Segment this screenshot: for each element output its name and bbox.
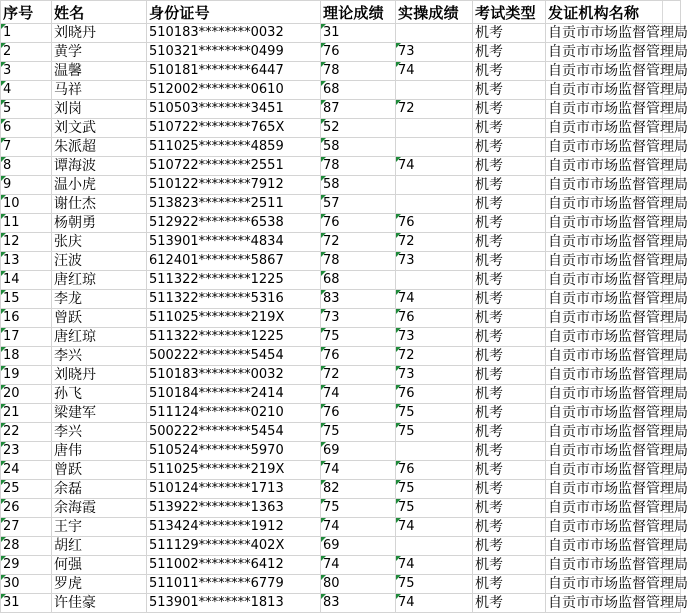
cell-id[interactable]: 513922********1363 xyxy=(147,499,321,518)
cell-theory[interactable]: 82 xyxy=(321,480,396,499)
table-row[interactable] xyxy=(1,195,681,214)
cell-org[interactable]: 自贡市市场监督管理局 xyxy=(546,556,681,575)
header-theory[interactable]: 理论成绩 xyxy=(321,1,396,24)
cell-id[interactable]: 511025********4859 xyxy=(147,138,321,157)
cell-exam-type[interactable]: 机考 xyxy=(473,575,546,594)
cell-practice[interactable]: 72 xyxy=(396,100,473,119)
cell-no[interactable]: 29 xyxy=(1,556,52,575)
cell-org[interactable]: 自贡市市场监督管理局 xyxy=(546,138,681,157)
cell-id[interactable]: 510503********3451 xyxy=(147,100,321,119)
table-row[interactable] xyxy=(1,366,681,385)
cell-exam-type[interactable]: 机考 xyxy=(473,594,546,613)
cell-org[interactable]: 自贡市市场监督管理局 xyxy=(546,290,681,309)
cell-exam-type[interactable]: 机考 xyxy=(473,43,546,62)
cell-id[interactable]: 513424********1912 xyxy=(147,518,321,537)
cell-exam-type[interactable]: 机考 xyxy=(473,100,546,119)
cell-practice[interactable]: 73 xyxy=(396,252,473,271)
cell-theory[interactable]: 57 xyxy=(321,195,396,214)
cell-name[interactable]: 曾跃 xyxy=(52,309,147,328)
header-no[interactable]: 序号 xyxy=(1,1,52,24)
cell-id[interactable]: 511124********0210 xyxy=(147,404,321,423)
cell-org[interactable]: 自贡市市场监督管理局 xyxy=(546,252,681,271)
cell-theory[interactable]: 58 xyxy=(321,138,396,157)
cell-org[interactable]: 自贡市市场监督管理局 xyxy=(546,119,681,138)
table-body xyxy=(1,24,688,613)
cell-id[interactable]: 510181********6447 xyxy=(147,62,321,81)
cell-org[interactable]: 自贡市市场监督管理局 xyxy=(546,347,681,366)
cell-exam-type[interactable]: 机考 xyxy=(473,366,546,385)
cell-exam-type[interactable]: 机考 xyxy=(473,81,546,100)
cell-theory[interactable]: 75 xyxy=(321,499,396,518)
cell-practice[interactable] xyxy=(396,119,473,138)
cell-practice[interactable]: 75 xyxy=(396,404,473,423)
cell-exam-type[interactable]: 机考 xyxy=(473,347,546,366)
table-row[interactable] xyxy=(1,309,681,328)
cell-no[interactable]: 7 xyxy=(1,138,52,157)
cell-exam-type[interactable]: 机考 xyxy=(473,252,546,271)
cell-org[interactable]: 自贡市市场监督管理局 xyxy=(546,518,681,537)
cell-name[interactable]: 马祥 xyxy=(52,81,147,100)
cell-org[interactable]: 自贡市市场监督管理局 xyxy=(546,461,681,480)
cell-id[interactable]: 510183********0032 xyxy=(147,366,321,385)
cell-name[interactable]: 黄学 xyxy=(52,43,147,62)
cell-no[interactable]: 19 xyxy=(1,366,52,385)
cell-theory[interactable]: 75 xyxy=(321,328,396,347)
cell-org[interactable]: 自贡市市场监督管理局 xyxy=(546,385,681,404)
cell-theory[interactable]: 74 xyxy=(321,556,396,575)
cell-theory[interactable]: 68 xyxy=(321,271,396,290)
cell-practice[interactable] xyxy=(396,442,473,461)
cell-no[interactable]: 18 xyxy=(1,347,52,366)
cell-id[interactable]: 510184********2414 xyxy=(147,385,321,404)
cell-org[interactable]: 自贡市市场监督管理局 xyxy=(546,100,681,119)
cell-exam-type[interactable]: 机考 xyxy=(473,423,546,442)
table-row[interactable] xyxy=(1,385,681,404)
cell-name[interactable]: 胡红 xyxy=(52,537,147,556)
cell-name[interactable]: 余磊 xyxy=(52,480,147,499)
cell-theory[interactable]: 72 xyxy=(321,366,396,385)
cell-name[interactable]: 李龙 xyxy=(52,290,147,309)
cell-practice[interactable]: 74 xyxy=(396,157,473,176)
table-row[interactable] xyxy=(1,233,681,252)
cell-name[interactable]: 李兴 xyxy=(52,347,147,366)
cell-name[interactable]: 许佳豪 xyxy=(52,594,147,613)
cell-id[interactable]: 511025********219X xyxy=(147,461,321,480)
cell-exam-type[interactable]: 机考 xyxy=(473,480,546,499)
cell-id[interactable]: 612401********5867 xyxy=(147,252,321,271)
cell-name[interactable]: 唐红琼 xyxy=(52,328,147,347)
header-id[interactable]: 身份证号 xyxy=(147,1,321,24)
cell-exam-type[interactable]: 机考 xyxy=(473,499,546,518)
cell-no[interactable]: 28 xyxy=(1,537,52,556)
cell-no[interactable]: 26 xyxy=(1,499,52,518)
cell-theory[interactable]: 76 xyxy=(321,43,396,62)
cell-theory[interactable]: 74 xyxy=(321,461,396,480)
cell-id[interactable]: 510122********7912 xyxy=(147,176,321,195)
table-row[interactable] xyxy=(1,24,681,43)
cell-practice[interactable]: 75 xyxy=(396,480,473,499)
cell-org[interactable]: 自贡市市场监督管理局 xyxy=(546,442,681,461)
cell-id[interactable]: 513823********2511 xyxy=(147,195,321,214)
cell-no[interactable]: 14 xyxy=(1,271,52,290)
cell-id[interactable]: 500222********5454 xyxy=(147,347,321,366)
cell-exam-type[interactable]: 机考 xyxy=(473,556,546,575)
table-row[interactable] xyxy=(1,328,681,347)
cell-id[interactable]: 511322********1225 xyxy=(147,328,321,347)
table-row[interactable] xyxy=(1,594,681,613)
table-row[interactable] xyxy=(1,119,681,138)
cell-org[interactable]: 自贡市市场监督管理局 xyxy=(546,575,681,594)
cell-no[interactable]: 9 xyxy=(1,176,52,195)
table-row[interactable] xyxy=(1,157,681,176)
cell-name[interactable]: 温馨 xyxy=(52,62,147,81)
cell-id[interactable]: 511129********402X xyxy=(147,537,321,556)
cell-practice[interactable] xyxy=(396,537,473,556)
table-row[interactable] xyxy=(1,252,681,271)
table-row[interactable] xyxy=(1,176,681,195)
cell-exam-type[interactable]: 机考 xyxy=(473,176,546,195)
cell-exam-type[interactable]: 机考 xyxy=(473,119,546,138)
cell-practice[interactable]: 74 xyxy=(396,290,473,309)
cell-no[interactable]: 31 xyxy=(1,594,52,613)
cell-practice[interactable] xyxy=(396,24,473,43)
cell-exam-type[interactable]: 机考 xyxy=(473,290,546,309)
cell-no[interactable]: 10 xyxy=(1,195,52,214)
cell-practice[interactable]: 75 xyxy=(396,423,473,442)
table-row[interactable] xyxy=(1,214,681,233)
cell-no[interactable]: 25 xyxy=(1,480,52,499)
cell-exam-type[interactable]: 机考 xyxy=(473,309,546,328)
cell-no[interactable]: 6 xyxy=(1,119,52,138)
cell-name[interactable]: 谭海波 xyxy=(52,157,147,176)
cell-practice[interactable]: 76 xyxy=(396,214,473,233)
cell-no[interactable]: 13 xyxy=(1,252,52,271)
cell-no[interactable]: 30 xyxy=(1,575,52,594)
cell-exam-type[interactable]: 机考 xyxy=(473,518,546,537)
table-row[interactable] xyxy=(1,81,681,100)
cell-id[interactable]: 510124********1713 xyxy=(147,480,321,499)
cell-theory[interactable]: 78 xyxy=(321,157,396,176)
table-row[interactable] xyxy=(1,271,681,290)
cell-exam-type[interactable]: 机考 xyxy=(473,157,546,176)
table-row[interactable] xyxy=(1,499,681,518)
cell-exam-type[interactable]: 机考 xyxy=(473,442,546,461)
cell-theory[interactable]: 76 xyxy=(321,214,396,233)
cell-org[interactable]: 自贡市市场监督管理局 xyxy=(546,537,681,556)
cell-theory[interactable]: 83 xyxy=(321,290,396,309)
header-exam-type[interactable]: 考试类型 xyxy=(473,1,546,24)
cell-org[interactable]: 自贡市市场监督管理局 xyxy=(546,176,681,195)
cell-theory[interactable]: 69 xyxy=(321,442,396,461)
cell-id[interactable]: 513901********1813 xyxy=(147,594,321,613)
cell-theory[interactable]: 58 xyxy=(321,176,396,195)
cell-org[interactable]: 自贡市市场监督管理局 xyxy=(546,195,681,214)
cell-org[interactable]: 自贡市市场监督管理局 xyxy=(546,328,681,347)
cell-id[interactable]: 511011********6779 xyxy=(147,575,321,594)
table-row[interactable] xyxy=(1,442,681,461)
cell-name[interactable]: 唐伟 xyxy=(52,442,147,461)
cell-name[interactable]: 曾跃 xyxy=(52,461,147,480)
header-row xyxy=(1,1,681,24)
cell-theory[interactable]: 83 xyxy=(321,594,396,613)
cell-practice[interactable]: 73 xyxy=(396,43,473,62)
cell-practice[interactable] xyxy=(396,271,473,290)
cell-no[interactable]: 17 xyxy=(1,328,52,347)
cell-theory[interactable]: 78 xyxy=(321,62,396,81)
cell-practice[interactable]: 74 xyxy=(396,594,473,613)
cell-practice[interactable] xyxy=(396,176,473,195)
cell-no[interactable]: 11 xyxy=(1,214,52,233)
table-row[interactable] xyxy=(1,537,681,556)
cell-practice[interactable]: 76 xyxy=(396,461,473,480)
cell-theory[interactable]: 80 xyxy=(321,575,396,594)
cell-no[interactable]: 3 xyxy=(1,62,52,81)
cell-name[interactable]: 王宇 xyxy=(52,518,147,537)
cell-name[interactable]: 何强 xyxy=(52,556,147,575)
table-row[interactable] xyxy=(1,43,681,62)
cell-name[interactable]: 刘文武 xyxy=(52,119,147,138)
cell-id[interactable]: 511322********1225 xyxy=(147,271,321,290)
cell-exam-type[interactable]: 机考 xyxy=(473,461,546,480)
cell-practice[interactable] xyxy=(396,138,473,157)
cell-theory[interactable]: 76 xyxy=(321,404,396,423)
cell-id[interactable]: 500222********5454 xyxy=(147,423,321,442)
cell-practice[interactable] xyxy=(396,81,473,100)
cell-name[interactable]: 孙飞 xyxy=(52,385,147,404)
cell-exam-type[interactable]: 机考 xyxy=(473,62,546,81)
cell-id[interactable]: 513901********4834 xyxy=(147,233,321,252)
cell-exam-type[interactable]: 机考 xyxy=(473,328,546,347)
cell-name[interactable]: 余海霞 xyxy=(52,499,147,518)
table-row[interactable] xyxy=(1,423,681,442)
cell-no[interactable]: 1 xyxy=(1,24,52,43)
table-row[interactable] xyxy=(1,138,681,157)
cell-no[interactable]: 4 xyxy=(1,81,52,100)
cell-theory[interactable]: 52 xyxy=(321,119,396,138)
cell-org[interactable]: 自贡市市场监督管理局 xyxy=(546,214,681,233)
cell-no[interactable]: 8 xyxy=(1,157,52,176)
table-row[interactable] xyxy=(1,404,681,423)
table-row[interactable] xyxy=(1,347,681,366)
cell-id[interactable]: 510722********765X xyxy=(147,119,321,138)
table-row[interactable] xyxy=(1,556,681,575)
cell-practice[interactable] xyxy=(396,195,473,214)
cell-exam-type[interactable]: 机考 xyxy=(473,537,546,556)
cell-id[interactable]: 511025********219X xyxy=(147,309,321,328)
cell-org[interactable]: 自贡市市场监督管理局 xyxy=(546,24,681,43)
cell-practice[interactable]: 72 xyxy=(396,347,473,366)
cell-no[interactable]: 15 xyxy=(1,290,52,309)
cell-theory[interactable]: 69 xyxy=(321,537,396,556)
cell-name[interactable]: 谢仕杰 xyxy=(52,195,147,214)
header-practice[interactable]: 实操成绩 xyxy=(396,1,473,24)
cell-org[interactable]: 自贡市市场监督管理局 xyxy=(546,233,681,252)
table-row[interactable] xyxy=(1,62,681,81)
header-org[interactable]: 发证机构名称 xyxy=(546,1,681,24)
table-row[interactable] xyxy=(1,290,681,309)
cell-name[interactable]: 张庆 xyxy=(52,233,147,252)
cell-no[interactable]: 16 xyxy=(1,309,52,328)
cell-exam-type[interactable]: 机考 xyxy=(473,385,546,404)
table-row[interactable] xyxy=(1,461,681,480)
cell-org[interactable]: 自贡市市场监督管理局 xyxy=(546,309,681,328)
cell-name[interactable]: 刘岗 xyxy=(52,100,147,119)
cell-theory[interactable]: 31 xyxy=(321,24,396,43)
cell-org[interactable]: 自贡市市场监督管理局 xyxy=(546,404,681,423)
cell-name[interactable]: 朱派超 xyxy=(52,138,147,157)
cell-org[interactable]: 自贡市市场监督管理局 xyxy=(546,423,681,442)
cell-theory[interactable]: 74 xyxy=(321,385,396,404)
cell-no[interactable]: 20 xyxy=(1,385,52,404)
cell-org[interactable]: 自贡市市场监督管理局 xyxy=(546,157,681,176)
cell-id[interactable]: 511002********6412 xyxy=(147,556,321,575)
cell-org[interactable]: 自贡市市场监督管理局 xyxy=(546,81,681,100)
cell-no[interactable]: 22 xyxy=(1,423,52,442)
cell-practice[interactable]: 76 xyxy=(396,309,473,328)
cell-exam-type[interactable]: 机考 xyxy=(473,138,546,157)
cell-id[interactable]: 512002********0610 xyxy=(147,81,321,100)
cell-theory[interactable]: 68 xyxy=(321,81,396,100)
cell-org[interactable]: 自贡市市场监督管理局 xyxy=(546,594,681,613)
cell-exam-type[interactable]: 机考 xyxy=(473,24,546,43)
cell-practice[interactable]: 74 xyxy=(396,556,473,575)
cell-practice[interactable]: 74 xyxy=(396,518,473,537)
table-row[interactable] xyxy=(1,575,681,594)
cell-name[interactable]: 李兴 xyxy=(52,423,147,442)
cell-practice[interactable]: 74 xyxy=(396,62,473,81)
cell-id[interactable]: 512922********6538 xyxy=(147,214,321,233)
cell-exam-type[interactable]: 机考 xyxy=(473,404,546,423)
cell-practice[interactable]: 75 xyxy=(396,575,473,594)
cell-no[interactable]: 27 xyxy=(1,518,52,537)
cell-name[interactable]: 梁建军 xyxy=(52,404,147,423)
cell-name[interactable]: 罗虎 xyxy=(52,575,147,594)
cell-theory[interactable]: 76 xyxy=(321,347,396,366)
cell-theory[interactable]: 72 xyxy=(321,233,396,252)
cell-exam-type[interactable]: 机考 xyxy=(473,195,546,214)
cell-no[interactable]: 23 xyxy=(1,442,52,461)
cell-org[interactable]: 自贡市市场监督管理局 xyxy=(546,366,681,385)
table-row[interactable] xyxy=(1,480,681,499)
table-row[interactable] xyxy=(1,518,681,537)
cell-id[interactable]: 510722********2551 xyxy=(147,157,321,176)
cell-practice[interactable]: 75 xyxy=(396,499,473,518)
cell-no[interactable]: 2 xyxy=(1,43,52,62)
cell-theory[interactable]: 74 xyxy=(321,518,396,537)
cell-name[interactable]: 温小虎 xyxy=(52,176,147,195)
cell-theory[interactable]: 73 xyxy=(321,309,396,328)
cell-id[interactable]: 510524********5970 xyxy=(147,442,321,461)
cell-id[interactable]: 510183********0032 xyxy=(147,24,321,43)
cell-exam-type[interactable]: 机考 xyxy=(473,233,546,252)
cell-id[interactable]: 510321********0499 xyxy=(147,43,321,62)
cell-name[interactable]: 汪波 xyxy=(52,252,147,271)
cell-org[interactable]: 自贡市市场监督管理局 xyxy=(546,62,681,81)
cell-theory[interactable]: 75 xyxy=(321,423,396,442)
cell-no[interactable]: 21 xyxy=(1,404,52,423)
cell-name[interactable]: 唐红琼 xyxy=(52,271,147,290)
cell-practice[interactable]: 72 xyxy=(396,233,473,252)
cell-org[interactable]: 自贡市市场监督管理局 xyxy=(546,499,681,518)
cell-practice[interactable]: 73 xyxy=(396,366,473,385)
cell-theory[interactable]: 78 xyxy=(321,252,396,271)
cell-org[interactable]: 自贡市市场监督管理局 xyxy=(546,43,681,62)
cell-theory[interactable]: 87 xyxy=(321,100,396,119)
cell-no[interactable]: 12 xyxy=(1,233,52,252)
header-name[interactable]: 姓名 xyxy=(52,1,147,24)
cell-name[interactable]: 刘晓丹 xyxy=(52,366,147,385)
cell-practice[interactable]: 73 xyxy=(396,328,473,347)
cell-no[interactable]: 5 xyxy=(1,100,52,119)
cell-exam-type[interactable]: 机考 xyxy=(473,271,546,290)
cell-practice[interactable]: 76 xyxy=(396,385,473,404)
cell-exam-type[interactable]: 机考 xyxy=(473,214,546,233)
cell-org[interactable]: 自贡市市场监督管理局 xyxy=(546,271,681,290)
table-row[interactable] xyxy=(1,100,681,119)
cell-no[interactable]: 24 xyxy=(1,461,52,480)
cell-name[interactable]: 杨朝勇 xyxy=(52,214,147,233)
cell-id[interactable]: 511322********5316 xyxy=(147,290,321,309)
cell-name[interactable]: 刘晓丹 xyxy=(52,24,147,43)
cell-org[interactable]: 自贡市市场监督管理局 xyxy=(546,480,681,499)
